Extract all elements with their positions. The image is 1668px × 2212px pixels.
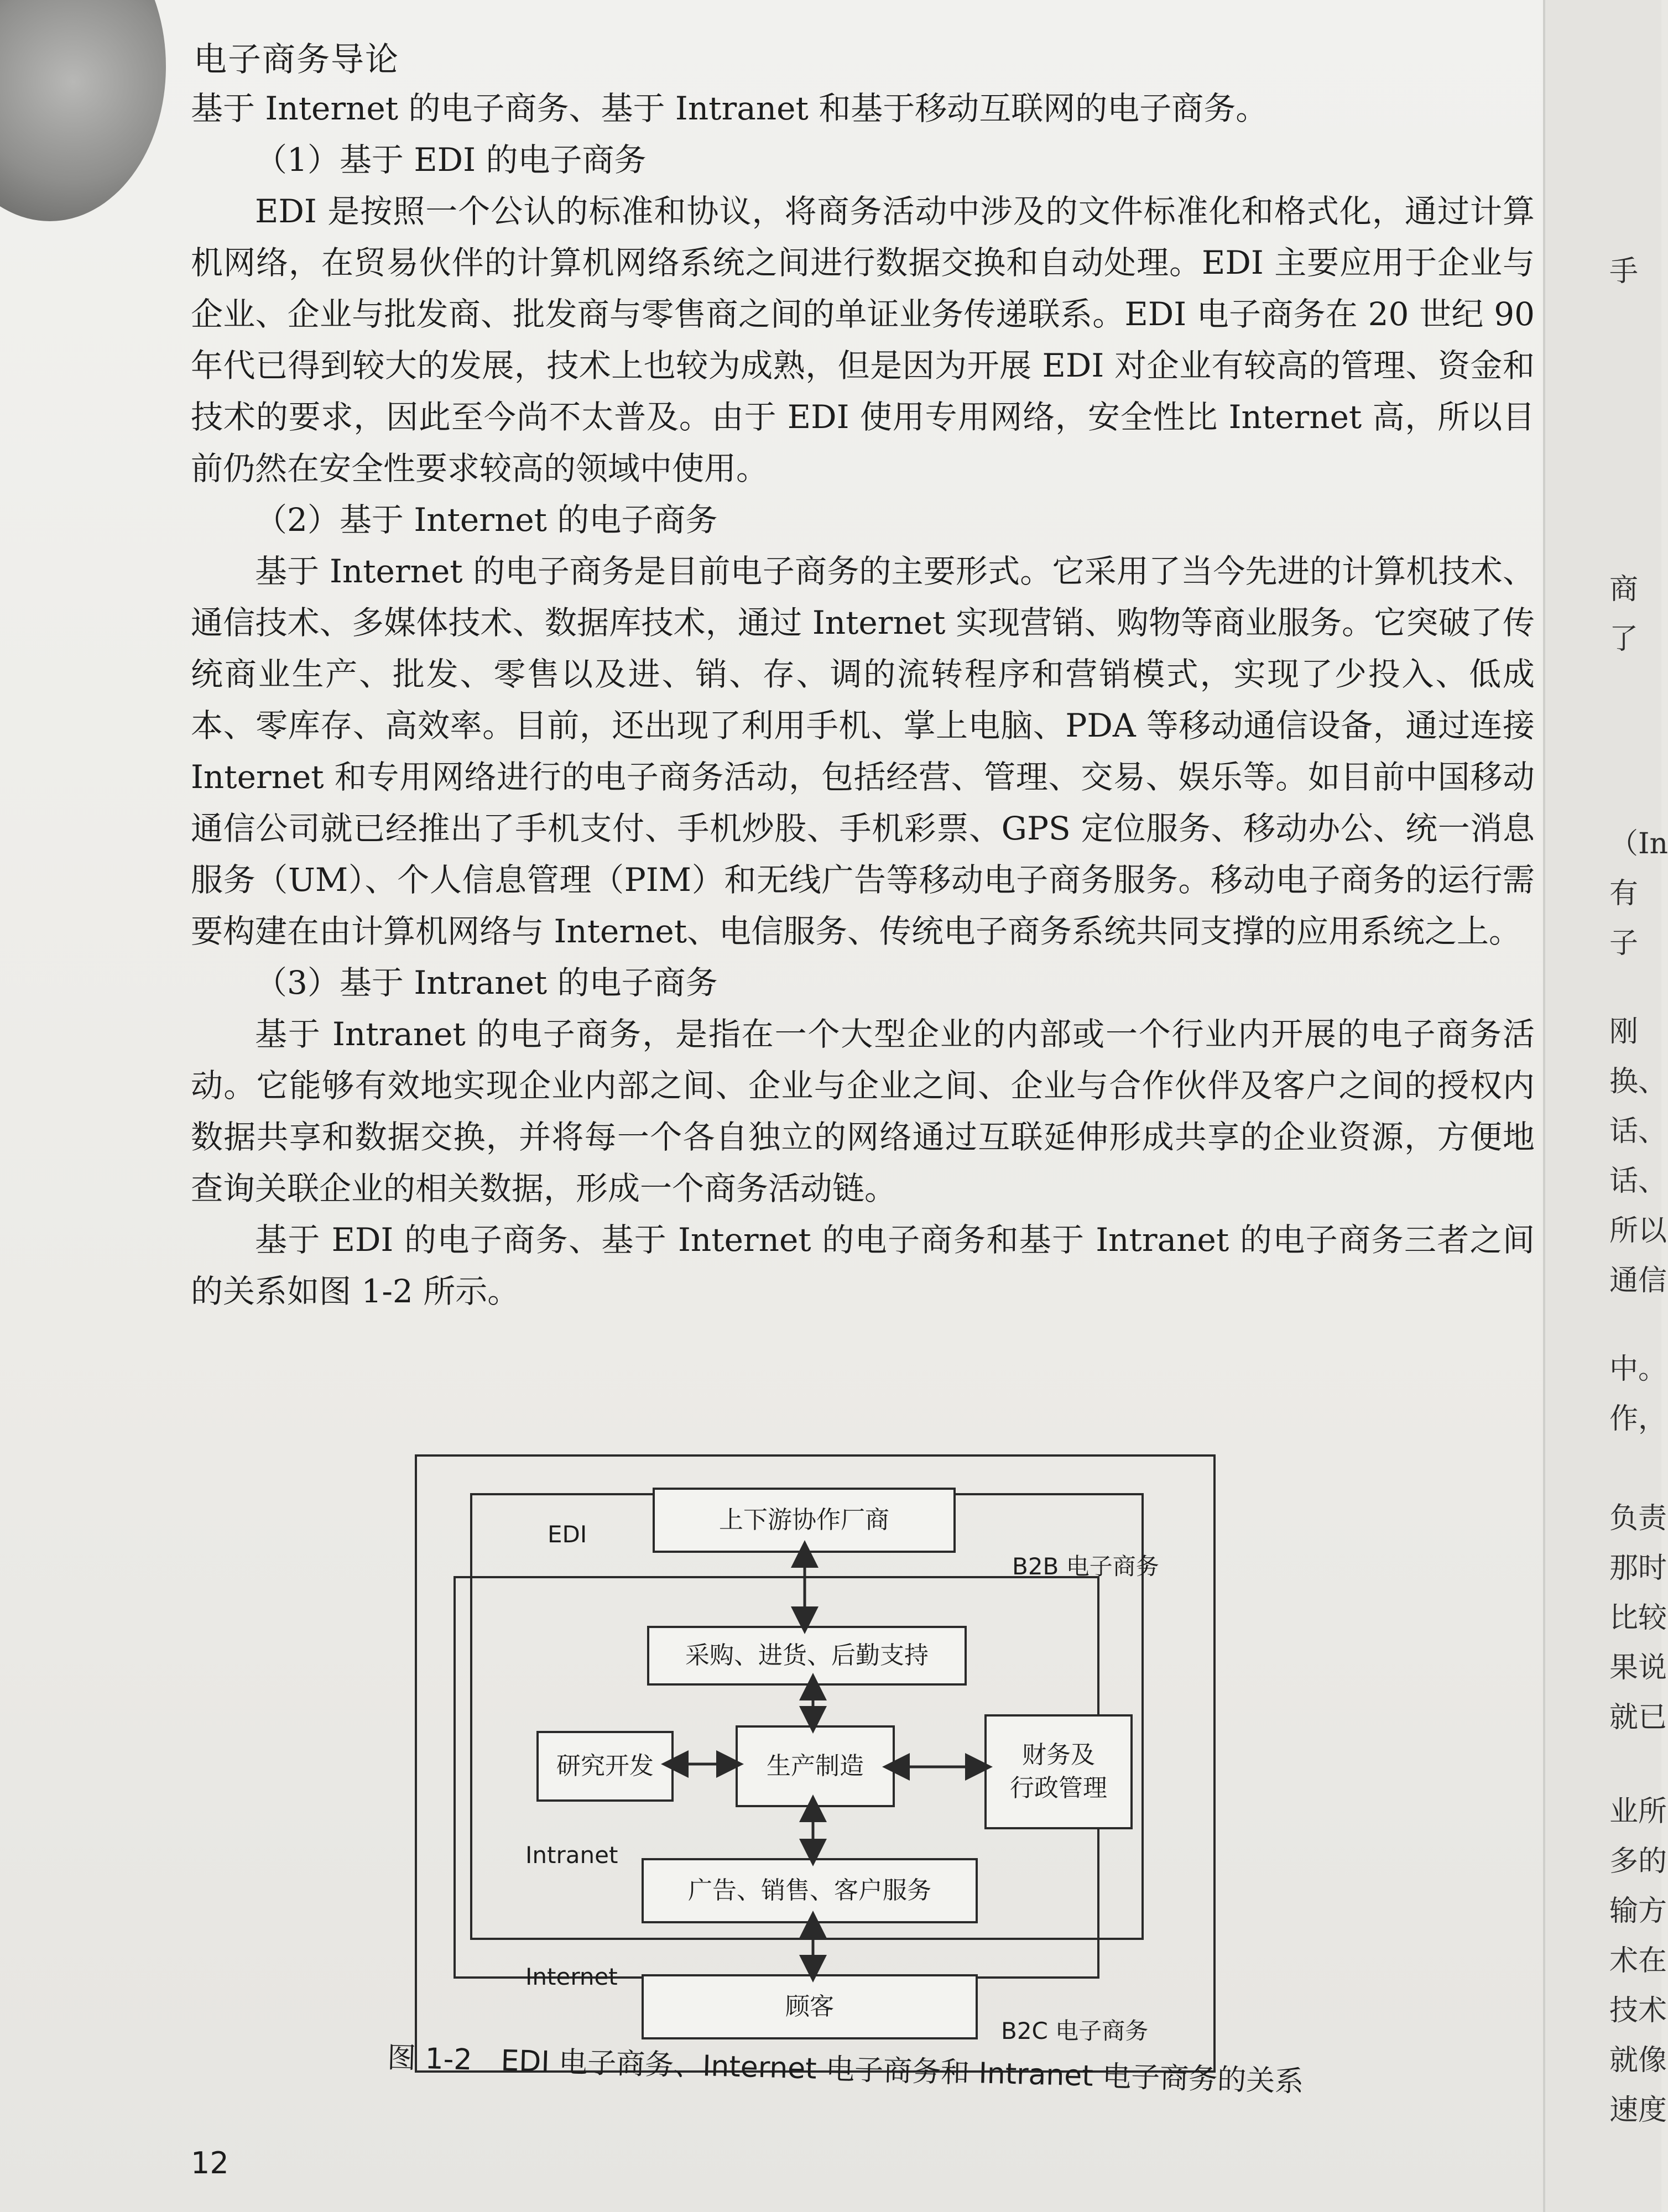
section-heading-internet: （2）基于 Internet 的电子商务	[255, 501, 718, 539]
edge-char: 中。	[1609, 1353, 1667, 1386]
edge-char: 比较	[1609, 1601, 1667, 1635]
edge-char: 通信	[1609, 1264, 1667, 1297]
node-sales-service: 广告、销售、客户服务	[642, 1858, 978, 1923]
relationship-diagram	[404, 1449, 1222, 2101]
paragraph-intranet: 基于 Intranet 的电子商务，是指在一个大型企业的内部或一个行业内开展的电子商务活动。它能够有效地实现企业内部之间、企业与企业之间、企业与合作伙伴及客户之间的授权内数据共享和数据交换，并将每一个各自独立的网络通过互联延伸形成共享的企业资源，方便地查询关联企业的相关数据，形成一个商务活动链。	[191, 1015, 1535, 1207]
node-supply-partners: 上下游协作厂商	[653, 1488, 956, 1553]
b2c-label: B2C 电子商务	[1001, 2017, 1149, 2044]
edge-char: 了	[1609, 623, 1639, 656]
edge-char: 输方	[1609, 1895, 1667, 1928]
edge-char: 速度	[1609, 2094, 1667, 2127]
edge-char: 就像	[1609, 2044, 1667, 2077]
edge-char: 技术	[1609, 1994, 1667, 2027]
node-purchasing: 采购、进货、后勤支持	[647, 1626, 967, 1686]
edge-char: 商	[1609, 573, 1639, 606]
section-heading-intranet: （3）基于 Intranet 的电子商务	[255, 964, 718, 1001]
corner-decoration-image	[0, 0, 166, 221]
edge-char: 业所	[1609, 1795, 1667, 1828]
paragraph-internet: 基于 Internet 的电子商务是目前电子商务的主要形式。它采用了当今先进的计算机技术、通信技术、多媒体技术、数据库技术，通过 Internet 实现营销、购物等商业服务。它突破了传统商业生产、批发、零售以及进、销、存、调的流转程序和营销模式，实现了少投入、低成本、零库存、高效率。目前，还出现了利用手机、掌上电脑、PDA 等移动通信设备，通过连接 Internet 和专用网络进行的电子商务活动，包括经营、管理、交易、娱乐等。如目前中国移动通信公司就已经推出了手机支付、手机炒股、手机彩票、GPS 定位服务、移动办公、统一消息服务（UM）、个人信息管理（PIM）和无线广告等移动电子商务服务。移动电子商务的运行需要构建在由计算机网络与 Internet、电信服务、传统电子商务系统共同支撑的应用系统之上。	[191, 552, 1535, 950]
edge-char: 多的	[1609, 1845, 1667, 1878]
intranet-label: Intranet	[525, 1841, 618, 1869]
intro-line: 基于 Internet 的电子商务、基于 Intranet 和基于移动互联网的电子商务。	[191, 90, 1268, 127]
edge-char: 换、	[1609, 1065, 1667, 1098]
edge-char: 果说	[1609, 1651, 1667, 1684]
edge-char: （In	[1609, 827, 1668, 860]
paragraph-relation: 基于 EDI 的电子商务、基于 Internet 的电子商务和基于 Intranet 的电子商务三者之间的关系如图 1-2 所示。	[191, 1221, 1535, 1310]
node-customer: 顾客	[642, 1974, 978, 2039]
body-text	[191, 83, 1535, 1317]
b2b-label: B2B 电子商务	[1012, 1553, 1159, 1580]
figure-caption: 图 1-2 EDI 电子商务、Internet 电子商务和 Intranet 电子商务的关系	[387, 2041, 1304, 2099]
node-finance-admin: 财务及 行政管理	[984, 1714, 1133, 1829]
edge-char: 刚	[1609, 1015, 1639, 1048]
edge-char: 子	[1609, 927, 1639, 960]
edge-char: 负责	[1609, 1502, 1667, 1535]
internet-label: Internet	[525, 1963, 618, 1990]
section-heading-edi: （1）基于 EDI 的电子商务	[255, 141, 647, 179]
edge-char: 作，	[1609, 1402, 1667, 1436]
node-rd: 研究开发	[536, 1731, 674, 1802]
edge-char: 话、	[1609, 1115, 1667, 1148]
edi-label: EDI	[548, 1521, 587, 1548]
edge-char: 手	[1609, 255, 1639, 288]
edge-char: 术在	[1609, 1944, 1667, 1978]
paragraph-edi: EDI 是按照一个公认的标准和协议，将商务活动中涉及的文件标准化和格式化，通过计算机网络，在贸易伙伴的计算机网络系统之间进行数据交换和自动处理。EDI 主要应用于企业与企业、企业与批发商、批发商与零售商之间的单证业务传递联系。EDI 电子商务在 20 世纪 90 年代已得到较大的发展，技术上也较为成熟，但是因为开展 EDI 对企业有较高的管理、资金和技术的要求，因此至今尚不太普及。由于 EDI 使用专用网络，安全性比 Internet 高，所以目前仍然在安全性要求较高的领域中使用。	[191, 192, 1535, 487]
edge-char: 那时	[1609, 1552, 1667, 1585]
running-header: 电子商务导论	[194, 40, 399, 79]
node-production: 生产制造	[736, 1725, 895, 1807]
edge-char: 就已	[1609, 1701, 1667, 1734]
edge-char: 有	[1609, 877, 1639, 910]
edge-char: 所以	[1609, 1214, 1667, 1248]
facing-page-text	[1604, 0, 1668, 2212]
page-number: 12	[191, 2146, 229, 2180]
diagram-arrows	[404, 1449, 1222, 2101]
edge-char: 话、	[1609, 1165, 1667, 1198]
